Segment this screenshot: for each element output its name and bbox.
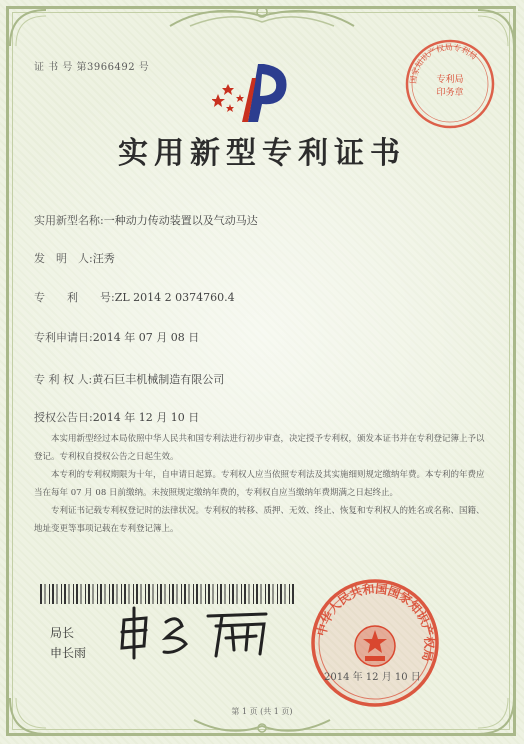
barcode-bar xyxy=(169,584,170,604)
corner-ornament-icon xyxy=(8,8,48,48)
barcode-bar xyxy=(124,584,126,604)
barcode-bar xyxy=(193,584,194,604)
barcode-bar xyxy=(93,584,94,604)
barcode-bar xyxy=(208,584,210,604)
barcode-bar xyxy=(213,584,214,604)
barcode-bar xyxy=(141,584,142,604)
patent-office-seal-icon xyxy=(404,38,496,130)
barcode-bar xyxy=(261,584,262,604)
barcode-bar xyxy=(265,584,266,604)
field-model-name xyxy=(34,212,258,228)
barcode-bar xyxy=(81,584,82,604)
barcode-bar xyxy=(40,584,42,604)
barcode-bar xyxy=(181,584,182,604)
certificate-title: 实用新型专利证书 xyxy=(118,136,406,171)
barcode-bar xyxy=(76,584,78,604)
body-paragraph: 本专利的专利权期限为十年，自申请日起算。专利权人应当依照专利法及其实施细则规定缴纳年费。本专利的年费应当在每年 07 月 08 日前缴纳。未按照规定缴纳年费的，专利权自应当缴纳年费期满之日起终止。 xyxy=(34,470,485,498)
signature-name: 申长雨 xyxy=(50,646,87,660)
barcode-bar xyxy=(157,584,158,604)
barcode-bar xyxy=(253,584,254,604)
barcode-bar xyxy=(280,584,282,604)
barcode-bar xyxy=(136,584,138,604)
field-value: ZL 2014 2 0374760.4 xyxy=(114,291,235,304)
barcode-bar xyxy=(160,584,162,604)
big-seal-ring-text: 中华人民共和国国家知识产权局 xyxy=(314,581,437,663)
barcode-bar xyxy=(289,584,290,604)
field-value: 黄石巨丰机械制造有限公司 xyxy=(92,373,225,386)
barcode-bar xyxy=(69,584,70,604)
barcode-bar xyxy=(73,584,74,604)
barcode-bar xyxy=(244,584,246,604)
barcode-bar xyxy=(165,584,166,604)
barcode-bar xyxy=(129,584,130,604)
barcode-bar xyxy=(285,584,286,604)
field-value: 一种动力传动装置以及气动马达 xyxy=(103,214,258,227)
barcode-bar xyxy=(52,584,54,604)
barcode-bar xyxy=(256,584,258,604)
national-ip-office-seal-icon xyxy=(310,578,440,708)
small-seal-line-1: 专利局 xyxy=(436,75,464,85)
barcode-bar xyxy=(45,584,46,604)
barcode-bar xyxy=(112,584,114,604)
barcode-bar xyxy=(217,584,218,604)
barcode-bar xyxy=(268,584,270,604)
small-seal-ring-text: 国家知识产权局专利局 xyxy=(408,42,479,85)
field-filing-date xyxy=(34,329,199,345)
barcode-bar xyxy=(105,584,106,604)
barcode-bar xyxy=(249,584,250,604)
barcode-bar xyxy=(177,584,178,604)
barcode-bar xyxy=(148,584,150,604)
barcode-bar xyxy=(277,584,278,604)
field-patent-number xyxy=(34,289,235,305)
barcode-bar xyxy=(205,584,206,604)
field-value: 2014 年 07 月 08 日 xyxy=(92,331,200,344)
body-paragraph: 专利证书记载专利权登记时的法律状况。专利权的转移、质押、无效、终止、恢复和专利权人的姓名或名称、国籍、地址变更等事项记载在专利登记簿上。 xyxy=(34,506,485,534)
certificate-number: 证 书 号 第3966492 号 xyxy=(34,62,150,73)
barcode-bar xyxy=(133,584,134,604)
barcode-bar xyxy=(237,584,238,604)
bottom-ornament-icon xyxy=(190,716,334,738)
signature-title: 局长 xyxy=(50,626,75,640)
barcode-bar xyxy=(229,584,230,604)
patent-office-logo-icon xyxy=(212,60,296,124)
barcode-bar xyxy=(225,584,226,604)
barcode-bar xyxy=(64,584,66,604)
barcode-bar xyxy=(57,584,58,604)
barcode-bar xyxy=(273,584,274,604)
barcode-bar xyxy=(201,584,202,604)
barcode-bar xyxy=(49,584,50,604)
barcode-bar xyxy=(153,584,154,604)
barcode-bar xyxy=(241,584,242,604)
certificate-body xyxy=(34,430,490,538)
field-patentee xyxy=(34,371,224,387)
barcode-bar xyxy=(196,584,198,604)
page-footer: 第 1 页 (共 1 页) xyxy=(231,707,293,716)
barcode-bar xyxy=(97,584,98,604)
barcode-bar xyxy=(85,584,86,604)
barcode-bar xyxy=(184,584,186,604)
barcode-bar xyxy=(172,584,174,604)
field-label: 专利申请日: xyxy=(34,331,93,344)
field-label: 实用新型名称: xyxy=(34,214,104,227)
barcode-bar xyxy=(292,584,294,604)
barcode-bar xyxy=(220,584,222,604)
field-label: 授权公告日: xyxy=(34,411,93,424)
small-seal-line-2: 印务章 xyxy=(436,88,464,98)
field-value: 2014 年 12 月 10 日 xyxy=(92,411,200,424)
handwritten-signature-icon xyxy=(116,602,276,662)
top-ornament-icon xyxy=(160,0,364,32)
body-paragraph: 本实用新型经过本局依照中华人民共和国专利法进行初步审查，决定授予专利权，颁发本证书并在专利登记簿上予以登记。专利权自授权公告之日起生效。 xyxy=(34,434,485,462)
field-inventor xyxy=(34,250,115,266)
barcode-bar xyxy=(88,584,90,604)
field-label: 专 利 号: xyxy=(34,291,115,304)
field-label: 专 利 权 人: xyxy=(34,373,93,386)
barcode-bar xyxy=(145,584,146,604)
barcode-bar xyxy=(117,584,118,604)
barcode-bar xyxy=(189,584,190,604)
barcode-bar xyxy=(232,584,234,604)
barcode-icon xyxy=(40,584,298,604)
field-value: 汪秀 xyxy=(92,252,115,265)
barcode-bar xyxy=(61,584,62,604)
barcode-bar xyxy=(109,584,110,604)
seal-date: 2014 年 12 月 10 日 xyxy=(324,672,421,683)
barcode-bar xyxy=(100,584,102,604)
field-label: 发 明 人: xyxy=(34,252,93,265)
field-grant-date xyxy=(34,409,199,425)
barcode-bar xyxy=(121,584,122,604)
